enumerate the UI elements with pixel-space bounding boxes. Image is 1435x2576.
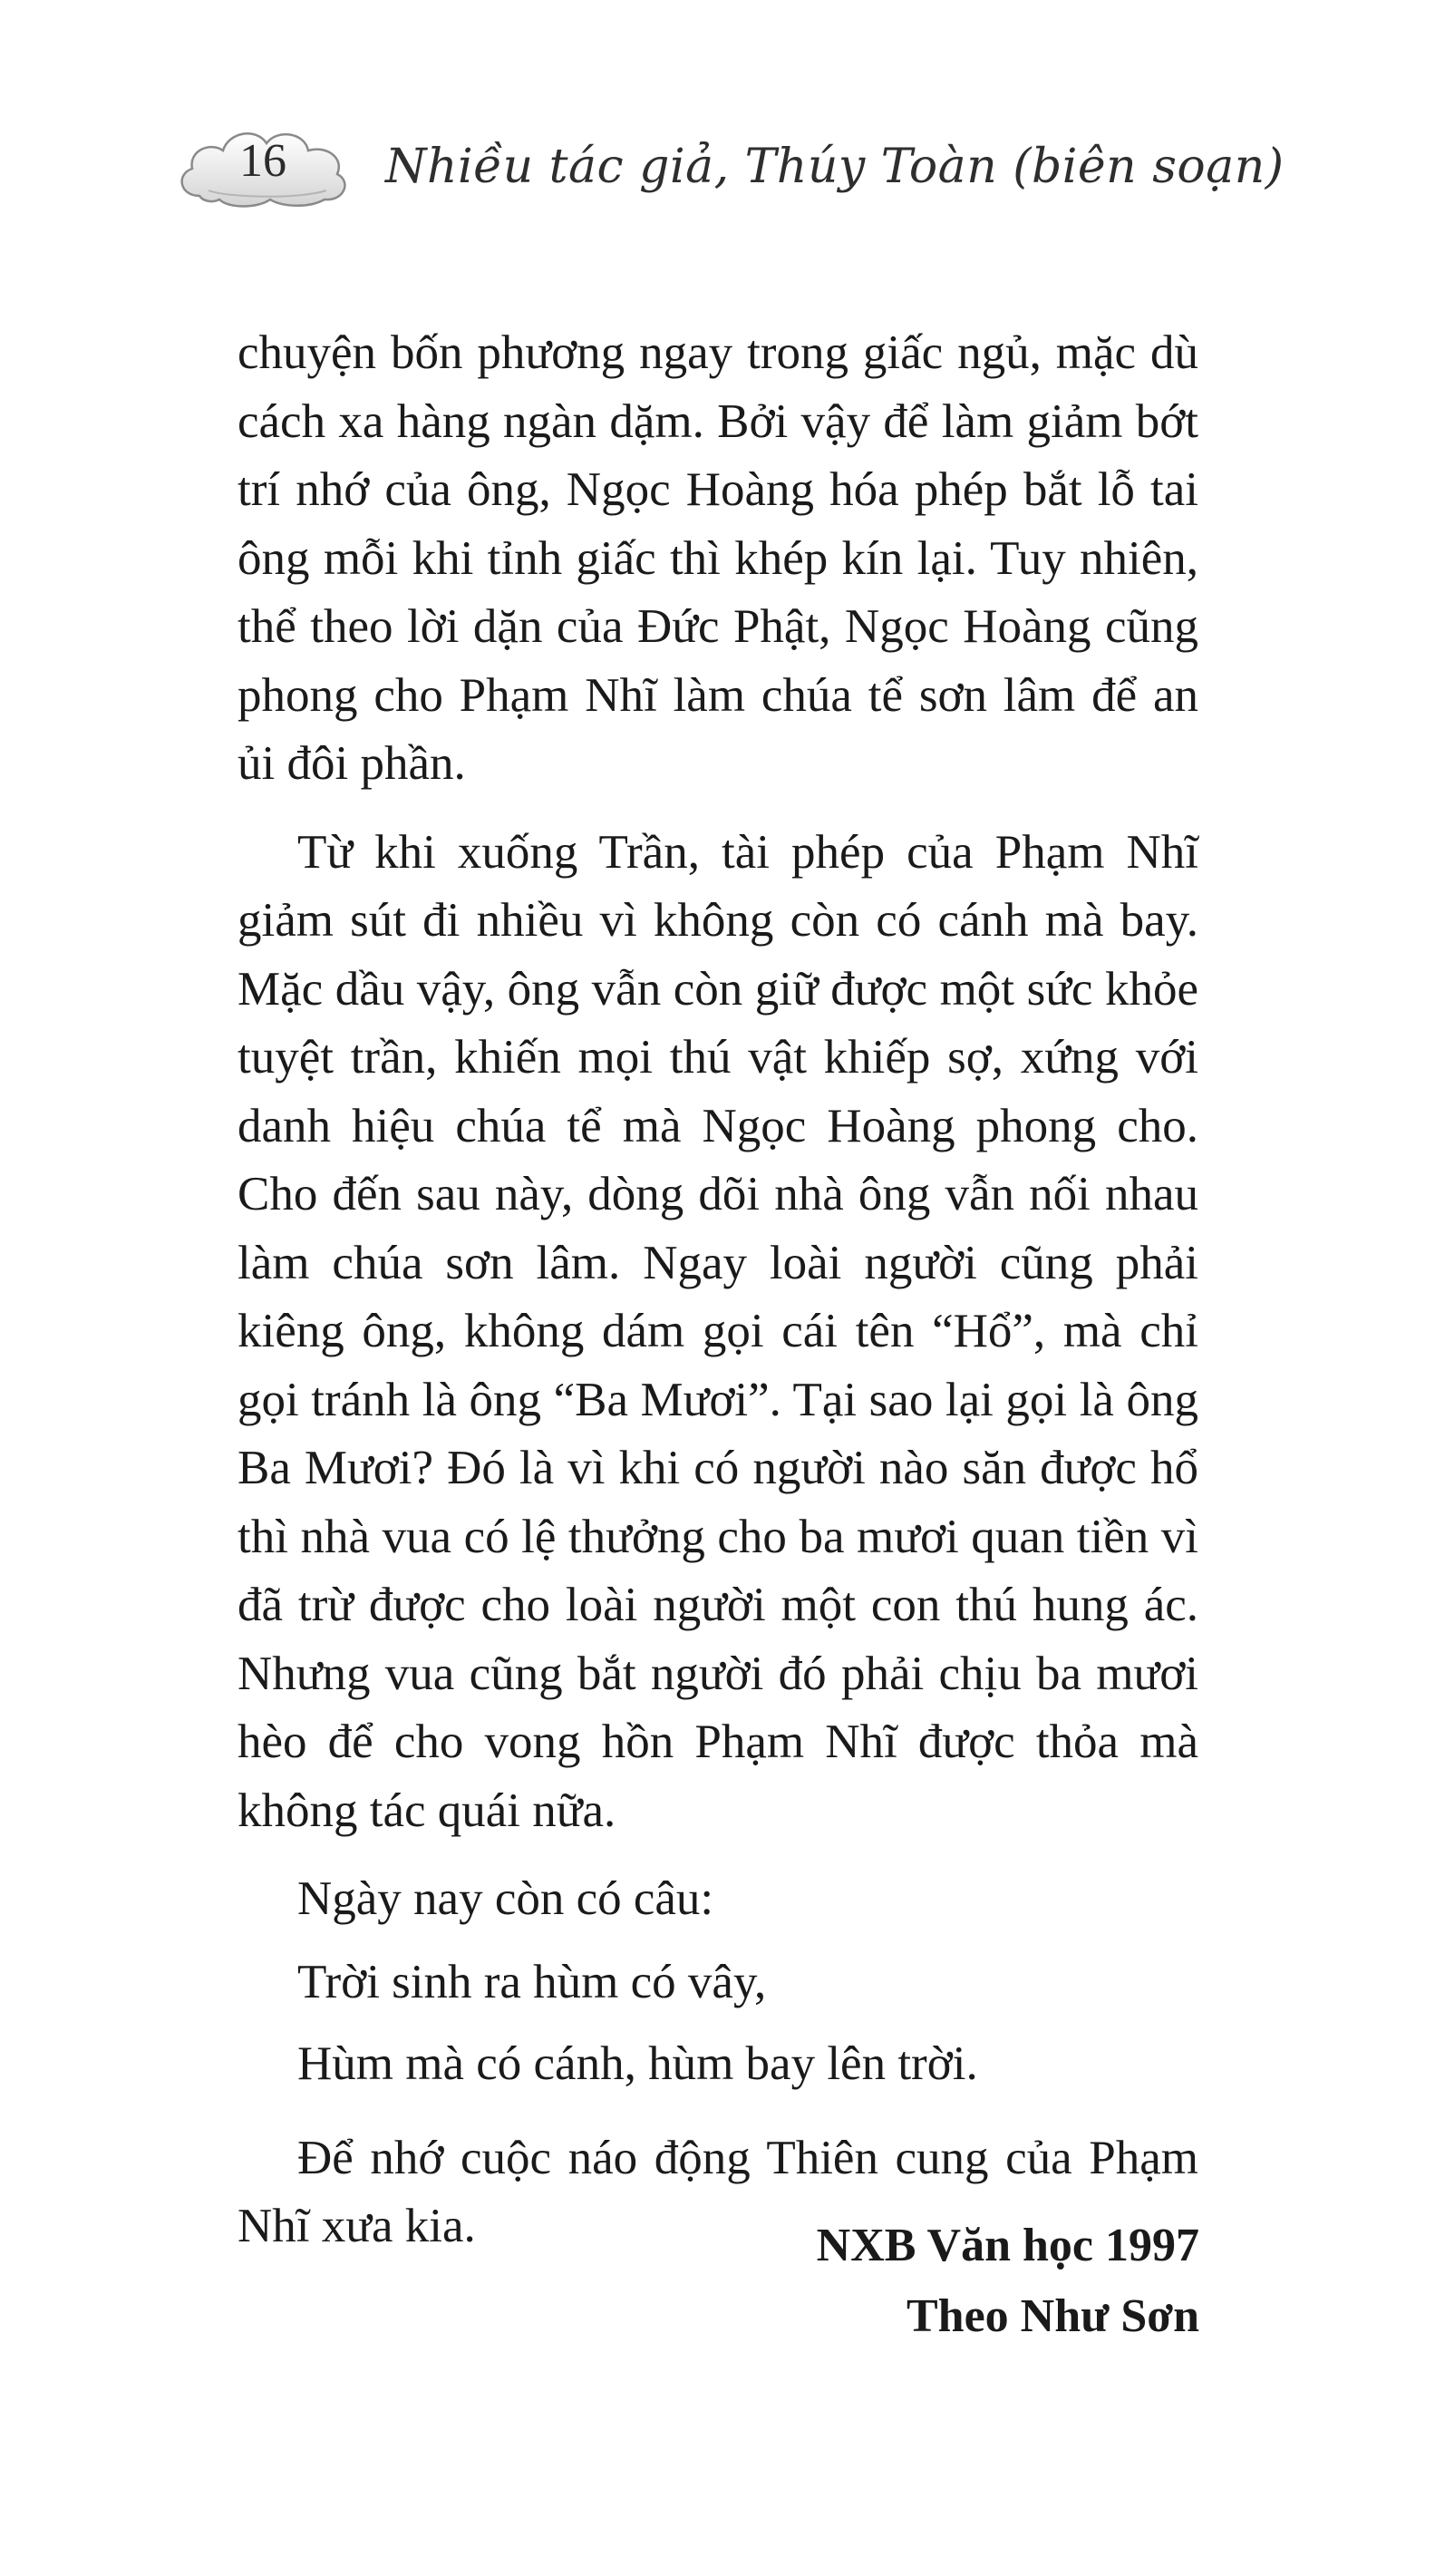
paragraph: Ngày nay còn có câu:	[297, 1872, 714, 1925]
running-head: Nhiều tác giả, Thúy Toàn (biên soạn)	[385, 140, 1285, 194]
verse-line: Hùm mà có cánh, hùm bay lên trời.	[297, 2036, 978, 2090]
author-line: Theo Như Sơn	[907, 2290, 1199, 2342]
paragraph: Để nhớ cuộc náo động Thiên cung của Phạm Nhĩ xưa kia.	[238, 2131, 1198, 2252]
page-header	[172, 118, 1285, 236]
verse-line: Trời sinh ra hùm có vây,	[297, 1955, 767, 2008]
page-number: 16	[239, 135, 286, 187]
publisher-line: NXB Văn học 1997	[816, 2220, 1199, 2271]
verse-block	[238, 1941, 1198, 2105]
paragraph: chuyện bốn phương ngay trong giấc ngủ, mặc dù cách xa hàng ngàn dặm. Bởi vậy để làm giảm bớt trí nhớ của ông, Ngọc Hoàng hóa phép bắt lỗ tai ông mỗi khi tỉnh giấc thì khép kín lại. Tuy nhiên, thể theo lời dặn của Đức Phật, Ngọc Hoàng cũng phong cho Phạm Nhĩ làm chúa tể sơn lâm để an ủi đôi phần.	[238, 326, 1198, 790]
body-text	[238, 319, 1198, 2261]
source-attribution	[817, 2211, 1199, 2352]
paragraph: Từ khi xuống Trần, tài phép của Phạm Nhĩ giảm sút đi nhiều vì không còn có cánh mà bay. Mặc dầu vậy, ông vẫn còn giữ được một sức khỏe tuyệt trần, khiến mọi thú vật khiếp sợ, xứng với danh hiệu chúa tể mà Ngọc Hoàng phong cho. Cho đến sau này, dòng dõi nhà ông vẫn nối nhau làm chúa sơn lâm. Ngay loài người cũng phải kiêng ông, không dám gọi cái tên “Hổ”, mà chỉ gọi tránh là ông “Ba Mươi”. Tại sao lại gọi là ông Ba Mươi? Đó là vì khi có người nào săn được hổ thì nhà vua có lệ thưởng cho ba mươi quan tiền vì đã trừ được cho loài người một con thú hung ác. Nhưng vua cũng bắt người đó phải chịu ba mươi hèo để cho vong hồn Phạm Nhĩ được thỏa mà không tác quái nữa.	[238, 825, 1198, 1837]
